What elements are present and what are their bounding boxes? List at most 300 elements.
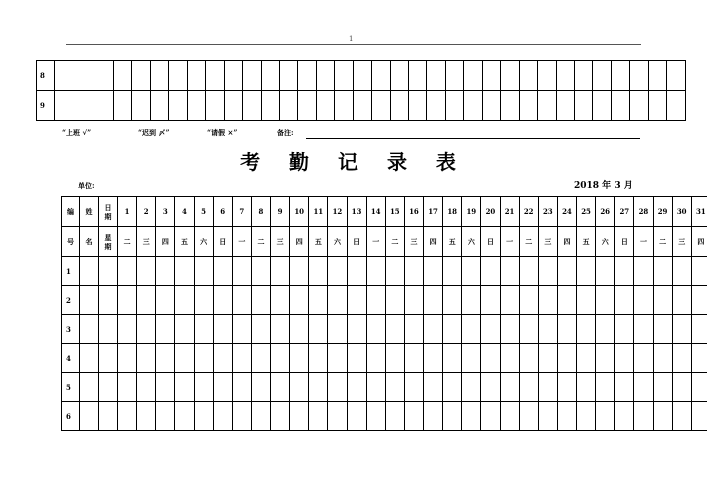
day-number: 7 — [232, 197, 251, 227]
attendance-cell — [137, 373, 156, 402]
attendance-cell — [481, 257, 500, 286]
day-number: 11 — [309, 197, 328, 227]
day-number: 30 — [672, 197, 691, 227]
attendance-cell — [672, 315, 691, 344]
label-cell — [99, 373, 118, 402]
day-cell — [630, 91, 648, 121]
attendance-cell — [118, 402, 137, 431]
attendance-cell — [538, 257, 557, 286]
attendance-cell — [634, 344, 653, 373]
attendance-cell — [557, 286, 576, 315]
name-cell — [55, 61, 114, 91]
attendance-cell — [328, 373, 347, 402]
attendance-cell — [424, 257, 443, 286]
attendance-cell — [577, 344, 596, 373]
day-cell — [169, 91, 187, 121]
attendance-cell — [596, 402, 615, 431]
attendance-cell — [691, 344, 707, 373]
day-number: 8 — [251, 197, 270, 227]
day-number: 2 — [137, 197, 156, 227]
name-cell — [80, 257, 99, 286]
name-cell — [80, 286, 99, 315]
attendance-cell — [366, 257, 385, 286]
day-cell — [298, 91, 316, 121]
attendance-cell — [213, 257, 232, 286]
header-weekday: 星 期 — [99, 227, 118, 257]
legend-late: “迟到 〆” — [138, 128, 170, 137]
weekday-label: 三 — [538, 227, 557, 257]
day-cell — [519, 91, 537, 121]
day-cell — [243, 61, 261, 91]
name-cell — [80, 373, 99, 402]
attendance-cell — [194, 344, 213, 373]
attendance-cell — [271, 402, 290, 431]
header-name-bottom: 名 — [80, 227, 99, 257]
day-number: 26 — [596, 197, 615, 227]
attendance-cell — [634, 315, 653, 344]
attendance-cell — [290, 402, 309, 431]
attendance-cell — [557, 315, 576, 344]
attendance-cell — [615, 286, 634, 315]
attendance-cell — [309, 344, 328, 373]
attendance-cell — [424, 373, 443, 402]
day-cell — [372, 91, 390, 121]
attendance-cell — [691, 286, 707, 315]
attendance-cell — [251, 402, 270, 431]
label-cell — [99, 402, 118, 431]
attendance-cell — [309, 373, 328, 402]
attendance-cell — [366, 344, 385, 373]
label-cell — [99, 344, 118, 373]
day-number: 19 — [462, 197, 481, 227]
attendance-cell — [137, 344, 156, 373]
day-number: 16 — [404, 197, 423, 227]
attendance-cell — [557, 402, 576, 431]
header-row-weekdays — [62, 227, 707, 257]
table-row — [62, 286, 707, 315]
attendance-cell — [615, 402, 634, 431]
attendance-cell — [385, 373, 404, 402]
row-number: 8 — [37, 61, 55, 91]
day-cell — [187, 91, 205, 121]
attendance-cell — [691, 315, 707, 344]
attendance-cell — [328, 344, 347, 373]
attendance-cell — [500, 373, 519, 402]
day-cell — [501, 61, 519, 91]
attendance-cell — [462, 257, 481, 286]
attendance-cell — [596, 286, 615, 315]
attendance-cell — [156, 373, 175, 402]
page-header-rule — [66, 44, 641, 45]
attendance-cell — [137, 257, 156, 286]
day-cell — [630, 61, 648, 91]
weekday-label: 五 — [175, 227, 194, 257]
attendance-cell — [347, 402, 366, 431]
day-cell — [316, 91, 334, 121]
attendance-cell — [232, 257, 251, 286]
attendance-cell — [251, 286, 270, 315]
attendance-cell — [404, 344, 423, 373]
attendance-cell — [538, 373, 557, 402]
day-cell — [390, 61, 408, 91]
attendance-cell — [118, 315, 137, 344]
day-cell — [611, 61, 629, 91]
day-cell — [611, 91, 629, 121]
attendance-cell — [385, 402, 404, 431]
attendance-cell — [137, 402, 156, 431]
attendance-cell — [347, 257, 366, 286]
remark-line — [306, 138, 640, 139]
attendance-cell — [213, 402, 232, 431]
weekday-label: 二 — [251, 227, 270, 257]
attendance-cell — [290, 315, 309, 344]
day-cell — [427, 61, 445, 91]
attendance-cell — [672, 373, 691, 402]
row-number: 4 — [62, 344, 80, 373]
attendance-cell — [118, 257, 137, 286]
weekday-label: 一 — [366, 227, 385, 257]
attendance-cell — [251, 344, 270, 373]
day-number: 1 — [118, 197, 137, 227]
attendance-cell — [615, 257, 634, 286]
weekday-label: 三 — [271, 227, 290, 257]
attendance-table — [61, 196, 707, 431]
attendance-cell — [328, 257, 347, 286]
weekday-label: 四 — [557, 227, 576, 257]
day-number: 28 — [634, 197, 653, 227]
weekday-label: 二 — [653, 227, 672, 257]
day-number: 23 — [538, 197, 557, 227]
day-cell — [648, 91, 666, 121]
day-cell — [667, 61, 686, 91]
weekday-label: 三 — [672, 227, 691, 257]
weekday-label: 二 — [118, 227, 137, 257]
day-cell — [574, 91, 592, 121]
day-number: 24 — [557, 197, 576, 227]
day-number: 31 — [691, 197, 707, 227]
attendance-cell — [538, 315, 557, 344]
day-cell — [556, 91, 574, 121]
attendance-cell — [481, 373, 500, 402]
weekday-label: 日 — [347, 227, 366, 257]
day-cell — [409, 61, 427, 91]
attendance-cell — [691, 257, 707, 286]
attendance-cell — [634, 286, 653, 315]
attendance-cell — [691, 373, 707, 402]
day-cell — [353, 91, 371, 121]
attendance-cell — [634, 373, 653, 402]
day-number: 29 — [653, 197, 672, 227]
weekday-label: 六 — [462, 227, 481, 257]
attendance-cell — [615, 373, 634, 402]
attendance-cell — [137, 315, 156, 344]
attendance-cell — [251, 315, 270, 344]
legend-remark: 备注: — [277, 128, 294, 137]
attendance-cell — [290, 344, 309, 373]
day-number: 14 — [366, 197, 385, 227]
attendance-cell — [156, 344, 175, 373]
attendance-cell — [634, 402, 653, 431]
previous-row — [37, 91, 686, 121]
attendance-cell — [175, 344, 194, 373]
attendance-cell — [653, 257, 672, 286]
attendance-cell — [577, 286, 596, 315]
day-cell — [224, 91, 242, 121]
attendance-cell — [328, 402, 347, 431]
attendance-cell — [366, 373, 385, 402]
attendance-cell — [653, 402, 672, 431]
day-number: 18 — [443, 197, 462, 227]
attendance-cell — [443, 344, 462, 373]
attendance-cell — [118, 344, 137, 373]
attendance-cell — [404, 373, 423, 402]
day-number: 22 — [519, 197, 538, 227]
weekday-label: 五 — [577, 227, 596, 257]
attendance-cell — [481, 286, 500, 315]
day-cell — [409, 91, 427, 121]
row-number: 9 — [37, 91, 55, 121]
day-number: 13 — [347, 197, 366, 227]
attendance-cell — [271, 373, 290, 402]
day-cell — [261, 91, 279, 121]
attendance-cell — [596, 315, 615, 344]
attendance-cell — [194, 373, 213, 402]
attendance-cell — [290, 373, 309, 402]
attendance-cell — [385, 286, 404, 315]
weekday-label: 三 — [404, 227, 423, 257]
attendance-cell — [156, 286, 175, 315]
day-cell — [574, 61, 592, 91]
page-title: 考 勤 记 录 表 — [240, 150, 467, 174]
day-number: 10 — [290, 197, 309, 227]
attendance-cell — [309, 402, 328, 431]
attendance-cell — [462, 286, 481, 315]
attendance-cell — [213, 286, 232, 315]
attendance-cell — [538, 286, 557, 315]
attendance-cell — [328, 315, 347, 344]
attendance-cell — [385, 315, 404, 344]
day-cell — [316, 61, 334, 91]
attendance-cell — [653, 286, 672, 315]
label-cell — [99, 315, 118, 344]
attendance-cell — [366, 315, 385, 344]
day-cell — [132, 91, 150, 121]
day-number: 21 — [500, 197, 519, 227]
row-number: 5 — [62, 373, 80, 402]
weekday-label: 四 — [424, 227, 443, 257]
attendance-cell — [462, 373, 481, 402]
attendance-cell — [538, 402, 557, 431]
attendance-cell — [232, 402, 251, 431]
weekday-label: 五 — [443, 227, 462, 257]
attendance-cell — [137, 286, 156, 315]
day-cell — [132, 61, 150, 91]
day-number: 9 — [271, 197, 290, 227]
attendance-cell — [347, 286, 366, 315]
day-cell — [150, 91, 168, 121]
attendance-cell — [309, 257, 328, 286]
row-number: 1 — [62, 257, 80, 286]
attendance-cell — [328, 286, 347, 315]
day-number: 6 — [213, 197, 232, 227]
attendance-cell — [194, 257, 213, 286]
day-cell — [593, 61, 611, 91]
day-cell — [279, 91, 297, 121]
attendance-cell — [404, 286, 423, 315]
attendance-cell — [404, 402, 423, 431]
attendance-cell — [347, 344, 366, 373]
attendance-cell — [271, 315, 290, 344]
attendance-cell — [672, 257, 691, 286]
attendance-cell — [175, 373, 194, 402]
attendance-cell — [175, 257, 194, 286]
attendance-cell — [596, 373, 615, 402]
weekday-label: 一 — [232, 227, 251, 257]
day-cell — [538, 61, 556, 91]
unit-label: 单位: — [78, 181, 95, 190]
day-cell — [372, 61, 390, 91]
attendance-cell — [118, 373, 137, 402]
attendance-cell — [557, 257, 576, 286]
legend-leave: “请假 ×” — [207, 128, 238, 137]
attendance-cell — [538, 344, 557, 373]
day-cell — [114, 91, 132, 121]
attendance-cell — [232, 286, 251, 315]
attendance-cell — [366, 286, 385, 315]
day-cell — [556, 61, 574, 91]
attendance-cell — [577, 373, 596, 402]
day-cell — [519, 61, 537, 91]
attendance-cell — [271, 257, 290, 286]
day-number: 17 — [424, 197, 443, 227]
attendance-cell — [577, 315, 596, 344]
day-cell — [482, 91, 500, 121]
attendance-cell — [500, 257, 519, 286]
name-cell — [80, 344, 99, 373]
attendance-cell — [500, 344, 519, 373]
attendance-cell — [175, 315, 194, 344]
attendance-cell — [194, 402, 213, 431]
attendance-cell — [462, 344, 481, 373]
table-row — [62, 257, 707, 286]
day-cell — [501, 91, 519, 121]
attendance-cell — [194, 286, 213, 315]
attendance-cell — [290, 286, 309, 315]
previous-row — [37, 61, 686, 91]
attendance-cell — [672, 286, 691, 315]
day-cell — [538, 91, 556, 121]
weekday-label: 日 — [213, 227, 232, 257]
attendance-cell — [596, 257, 615, 286]
day-number: 12 — [328, 197, 347, 227]
day-cell — [648, 61, 666, 91]
attendance-cell — [232, 315, 251, 344]
day-number: 20 — [481, 197, 500, 227]
weekday-label: 二 — [385, 227, 404, 257]
attendance-cell — [424, 402, 443, 431]
attendance-cell — [519, 257, 538, 286]
attendance-cell — [156, 315, 175, 344]
attendance-cell — [404, 315, 423, 344]
day-cell — [353, 61, 371, 91]
attendance-cell — [156, 257, 175, 286]
weekday-label: 四 — [290, 227, 309, 257]
attendance-cell — [462, 315, 481, 344]
day-cell — [464, 91, 482, 121]
attendance-cell — [194, 315, 213, 344]
attendance-cell — [271, 286, 290, 315]
header-date: 日 期 — [99, 197, 118, 227]
weekday-label: 日 — [481, 227, 500, 257]
day-cell — [667, 91, 686, 121]
attendance-cell — [309, 286, 328, 315]
day-cell — [243, 91, 261, 121]
attendance-cell — [213, 315, 232, 344]
row-number: 2 — [62, 286, 80, 315]
weekday-label: 一 — [634, 227, 653, 257]
attendance-cell — [519, 344, 538, 373]
attendance-cell — [251, 257, 270, 286]
day-cell — [593, 91, 611, 121]
attendance-cell — [653, 373, 672, 402]
attendance-cell — [271, 344, 290, 373]
day-cell — [206, 61, 224, 91]
attendance-cell — [290, 257, 309, 286]
attendance-cell — [519, 373, 538, 402]
attendance-cell — [251, 373, 270, 402]
weekday-label: 六 — [194, 227, 213, 257]
day-number: 5 — [194, 197, 213, 227]
attendance-cell — [691, 402, 707, 431]
row-number: 6 — [62, 402, 80, 431]
attendance-cell — [500, 315, 519, 344]
header-row-dates — [62, 197, 707, 227]
name-cell — [80, 315, 99, 344]
header-name-top: 姓 — [80, 197, 99, 227]
attendance-cell — [481, 344, 500, 373]
weekday-label: 四 — [691, 227, 707, 257]
attendance-cell — [615, 344, 634, 373]
attendance-cell — [481, 315, 500, 344]
attendance-cell — [557, 373, 576, 402]
attendance-cell — [443, 257, 462, 286]
day-cell — [335, 91, 353, 121]
table-row — [62, 373, 707, 402]
day-cell — [150, 61, 168, 91]
table-row — [62, 315, 707, 344]
attendance-cell — [156, 402, 175, 431]
row-number: 3 — [62, 315, 80, 344]
attendance-cell — [385, 257, 404, 286]
table-row — [62, 344, 707, 373]
attendance-cell — [672, 344, 691, 373]
attendance-cell — [118, 286, 137, 315]
attendance-cell — [175, 402, 194, 431]
weekday-label: 二 — [519, 227, 538, 257]
attendance-cell — [424, 344, 443, 373]
attendance-cell — [443, 373, 462, 402]
attendance-cell — [500, 402, 519, 431]
attendance-cell — [462, 402, 481, 431]
attendance-cell — [213, 373, 232, 402]
day-number: 4 — [175, 197, 194, 227]
weekday-label: 五 — [309, 227, 328, 257]
attendance-cell — [443, 315, 462, 344]
attendance-cell — [385, 344, 404, 373]
day-cell — [206, 91, 224, 121]
day-cell — [261, 61, 279, 91]
weekday-label: 日 — [615, 227, 634, 257]
